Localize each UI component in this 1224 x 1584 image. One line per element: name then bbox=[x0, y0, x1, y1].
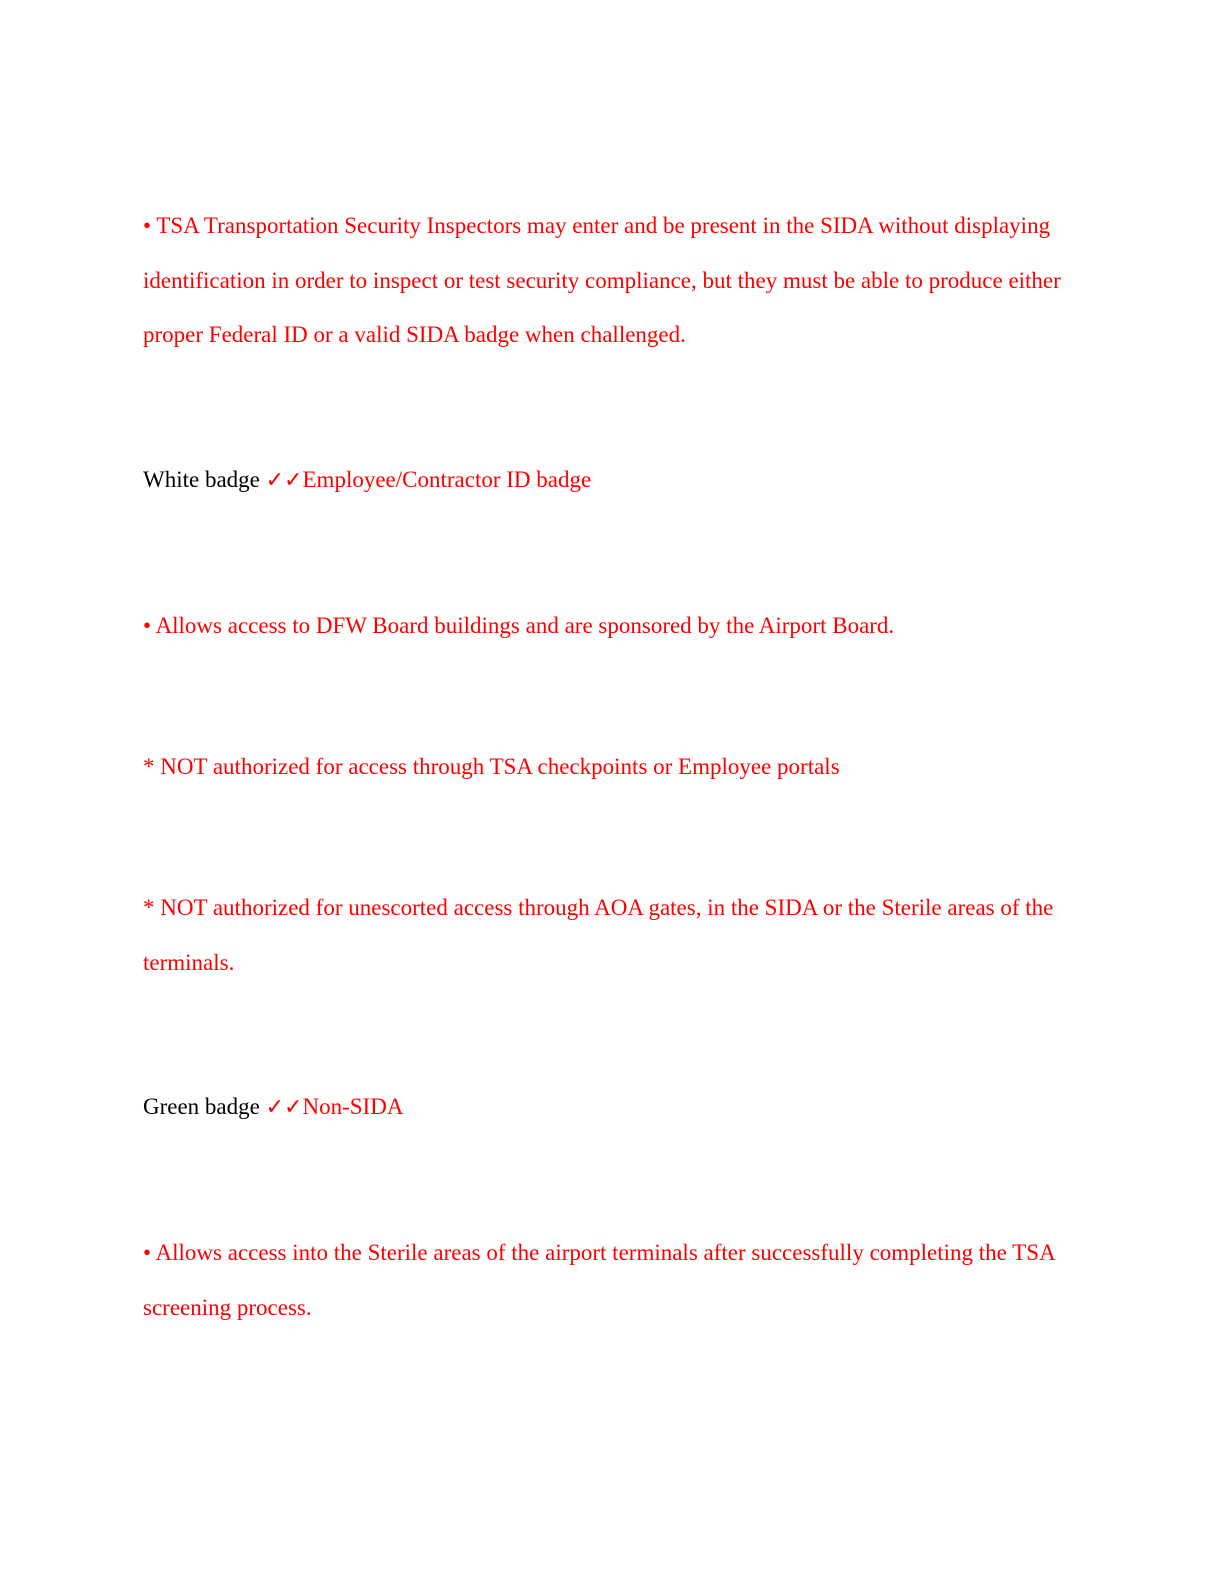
green-badge-title: Non-SIDA bbox=[302, 1094, 404, 1119]
double-check-icon: ✓✓ bbox=[265, 1095, 303, 1120]
white-badge-heading bbox=[143, 453, 1073, 509]
green-badge-label: Green badge bbox=[143, 1094, 266, 1119]
white-badge-label: White badge bbox=[143, 467, 266, 492]
white-badge-not-checkpoints-paragraph: * NOT authorized for access through TSA checkpoints or Employee portals bbox=[143, 754, 840, 779]
tsa-inspectors-paragraph: • TSA Transportation Security Inspectors may enter and be present in the SIDA without displaying identification in order to inspect or test security compliance, but they must be able to produce either proper Federal ID or a valid SIDA badge when challenged. bbox=[143, 213, 1061, 347]
white-badge-not-unescorted-paragraph: * NOT authorized for unescorted access through AOA gates, in the SIDA or the Sterile areas of the terminals. bbox=[143, 895, 1054, 975]
green-badge-allows-paragraph: • Allows access into the Sterile areas of the airport terminals after successfully completing the TSA screening process. bbox=[143, 1240, 1055, 1320]
white-badge-allows-paragraph: • Allows access to DFW Board buildings and are sponsored by the Airport Board. bbox=[143, 613, 895, 638]
double-check-icon: ✓✓ bbox=[265, 468, 303, 493]
white-badge-title: Employee/Contractor ID badge bbox=[302, 467, 592, 492]
green-badge-heading bbox=[143, 1080, 1073, 1136]
